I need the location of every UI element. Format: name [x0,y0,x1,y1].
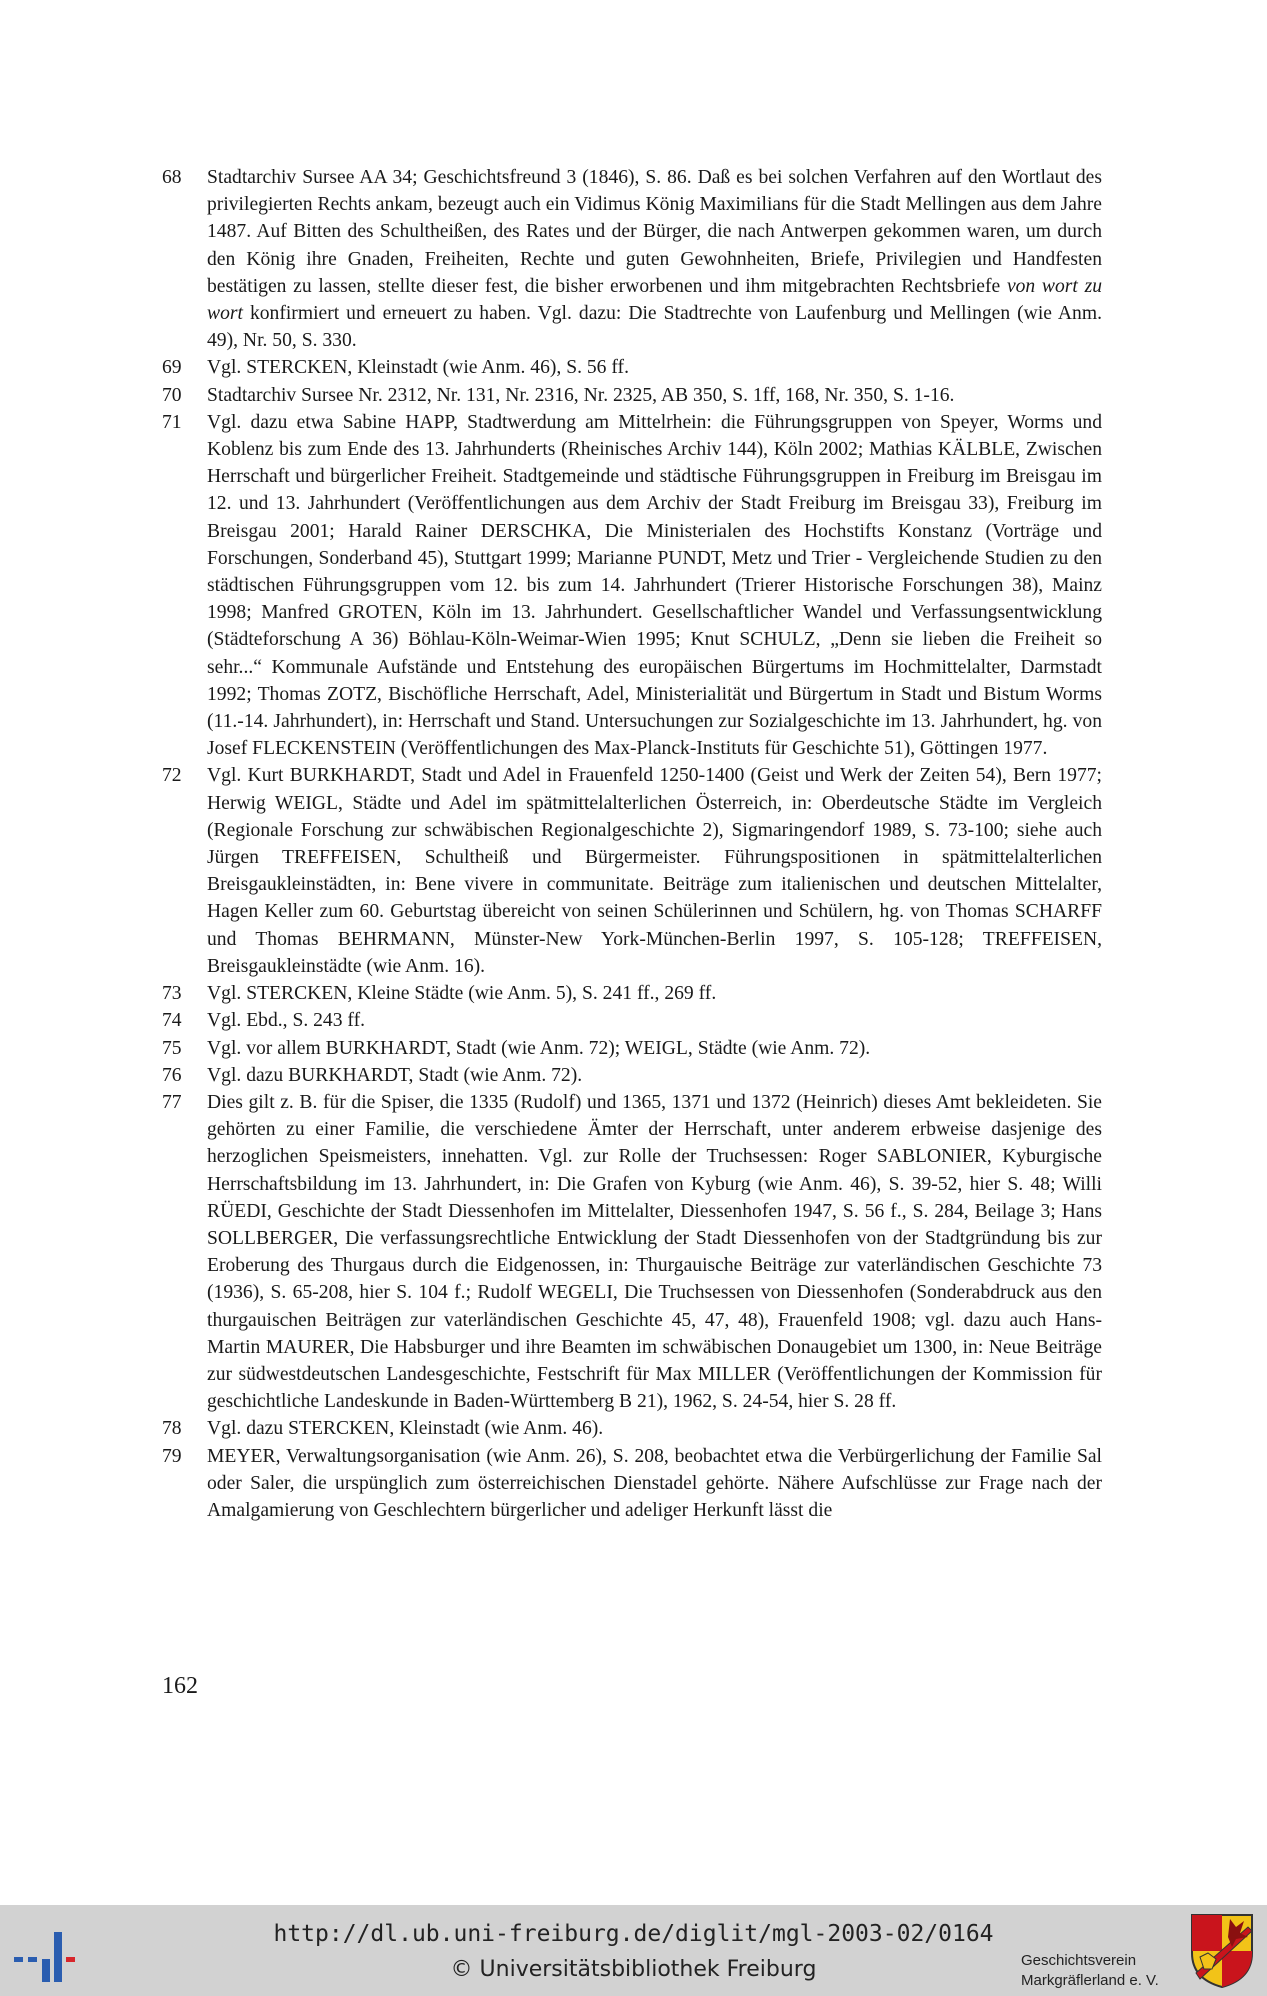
footnote-text: MEYER, Verwaltungsorganisation (wie Anm. 26), S. 208, beobachtet etwa die Verbürgerlichung der Familie Sal oder Saler, die urspünglich zum österreichischen Dienstadel gehörte. Nähere Aufschlüsse zur Frage nach der Amalgamierung von Geschlechtern bürgerlicher und adeliger Herkunft lässt die [207,1445,1102,1521]
coat-of-arms-icon[interactable] [1190,1913,1254,1989]
footnote-number: 70 [162,384,182,406]
footnote-70 [162,382,1102,409]
footnote-78 [162,1415,1102,1442]
footnote-number: 73 [162,983,182,1005]
footnotes [162,164,1102,1524]
society-name-line1: Geschichtsverein [1021,1952,1137,1969]
footnote-text: Vgl. Kurt BURKHARDT, Stadt und Adel in Frauenfeld 1250-1400 (Geist und Werk der Zeiten 54), Bern 1977; Herwig WEIGL, Städte und Adel im spätmittelalterlichen Österreich, in: Oberdeutsche Städte im Vergleich (Regionale Forschung zur schwäbischen Regionalgeschichte 2), Sigmaringendorf 1989, S. 73-100; siehe auch Jürgen TREFFEISEN, Schultheiß und Bürgermeister. Führungspositionen in spätmittelalterlichen Breisgaukleinstädten, in: Bene vivere in communitate. Beiträge zum italienischen und deutschen Mittelalter, Hagen Keller zum 60. Geburtstag übereicht von seinen Schülerinnen und Schülern, hg. von Thomas SCHARFF und Thomas BEHRMANN, Münster-New York-München-Berlin 1997, S. 105-128; TREFFEISEN, Breisgaukleinstädte (wie Anm. 16). [207,765,1102,977]
footnote-number: 77 [162,1091,182,1113]
footnote-number: 74 [162,1010,182,1032]
footnote-number: 71 [162,411,182,433]
footnote-text: Vgl. Ebd., S. 243 ff. [207,1010,366,1032]
footnote-text: Stadtarchiv Sursee Nr. 2312, Nr. 131, Nr. 2316, Nr. 2325, AB 350, S. 1ff, 168, Nr. 350, S. 1-16. [207,384,955,406]
footer-bar [0,1905,1267,1996]
footnote-number: 79 [162,1445,182,1467]
footnote-74 [162,1007,1102,1034]
footnote-text [207,164,1102,354]
permalink-url[interactable]: http://dl.ub.uni-freiburg.de/diglit/mgl-2003-02/0164 [273,1921,994,1947]
footnote-76 [162,1062,1102,1089]
footnote-72 [162,762,1102,980]
footnote-text-start: Stadtarchiv Sursee AA 34; Geschichtsfreund 3 (1846), S. 86. Daß es bei solchen Verfahren auf den Wortlaut des privilegierten Rechts ankam, bezeugt auch ein Vidimus König Maximilians für die Stadt Mellingen aus dem Jahre 1487. Auf Bitten des Schultheißen, des Rates und der Bürger, die nach Antwerpen gekommen waren, um durch den König ihre Gnaden, Freiheiten, Rechte und guten Gewohnheiten, Briefe, Privilegien und Handfesten bestätigen zu lassen, stellte dieser fest, die bisher erworbenen und ihm mitgebrachten Rechtsbriefe [207,167,1102,297]
footnote-79 [162,1443,1102,1525]
footnote-text: Vgl. STERCKEN, Kleine Städte (wie Anm. 5), S. 241 ff., 269 ff. [207,983,717,1005]
footnote-text: Vgl. dazu STERCKEN, Kleinstadt (wie Anm. 46). [207,1418,604,1440]
footnote-text-end: konfirmiert und erneuert zu haben. Vgl. dazu: Die Stadtrechte von Laufenburg und Mellingen (wie Anm. 49), Nr. 50, S. 330. [207,303,1102,352]
footnote-text: Vgl. dazu BURKHARDT, Stadt (wie Anm. 72). [207,1064,583,1086]
society-name [1021,1951,1159,1991]
society-name-line2: Markgräflerland e. V. [1021,1972,1159,1989]
footnote-text: Vgl. vor allem BURKHARDT, Stadt (wie Anm. 72); WEIGL, Städte (wie Anm. 72). [207,1037,871,1059]
footnote-italic-quote: von wort zu wort [207,275,1102,325]
footnote-text: Dies gilt z. B. für die Spiser, die 1335 (Rudolf) und 1365, 1371 und 1372 (Heinrich) dieses Amt bekleideten. Sie gehörten zu einer Familie, die verschiedene Ämter der Herrschaft, unter anderem erbweise dasjenige des herzoglichen Speismeisters, innehatten. Vgl. zur Rolle der Truchsessen: Roger SABLONIER, Kyburgische Herrschaftsbildung im 13. Jahrhundert, in: Die Grafen von Kyburg (wie Anm. 46), S. 39-52, hier S. 48; Willi RÜEDI, Geschichte der Stadt Diessenhofen im Mittelalter, Diessenhofen 1947, S. 56 f., S. 284, Beilage 3; Hans SOLLBERGER, Die verfassungsrechtliche Entwicklung der Stadt Diessenhofen von der Stadtgründung bis zur Eroberung des Thurgaus durch die Eidgenossen, in: Thurgauische Beiträge zur vaterländischen Geschichte 73 (1936), S. 65-208, hier S. 104 f.; Rudolf WEGELI, Die Truchsessen von Diessenhofen (Sonderabdruck aus den thurgauischen Beiträgen zur vaterländischen Geschichte 45, 47, 48), Frauenfeld 1908; vgl. dazu auch Hans-Martin MAURER, Die Habsburger und ihre Beamten im schwäbischen Donaugebiet um 1300, in: Neue Beiträge zur südwestdeutschen Landesgeschichte, Festschrift für Max MILLER (Veröffentlichungen der Kommission für geschichtliche Landeskunde in Baden-Württemberg B 21), 1962, S. 24-54, hier S. 28 ff. [207,1091,1102,1413]
footnote-number: 76 [162,1064,182,1086]
footnote-68 [162,164,1102,354]
copyright-notice: © Universitätsbibliothek Freiburg [450,1957,817,1982]
footnote-number: 78 [162,1418,182,1440]
footnote-75 [162,1035,1102,1062]
footnote-77 [162,1089,1102,1415]
footnote-number: 68 [162,167,182,188]
footnote-text: Vgl. STERCKEN, Kleinstadt (wie Anm. 46), S. 56 ff. [207,357,629,379]
footnote-73 [162,980,1102,1007]
footnote-text: Vgl. dazu etwa Sabine HAPP, Stadtwerdung am Mittelrhein: die Führungsgruppen von Speyer, Worms und Koblenz bis zum Ende des 13. Jahrhunderts (Rheinisches Archiv 144), Köln 2002; Mathias KÄLBLE, Zwischen Herrschaft und bürgerlicher Freiheit. Stadtgemeinde und städtische Führungsgruppen in Freiburg im Breisgau im 12. und 13. Jahrhundert (Veröffentlichungen aus dem Archiv der Stadt Freiburg im Breisgau 33), Freiburg im Breisgau 2001; Harald Rainer DERSCHKA, Die Ministerialen des Hochstifts Konstanz (Vorträge und Forschungen, Sonderband 45), Stuttgart 1999; Marianne PUNDT, Metz und Trier - Vergleichende Studien zu den städtischen Führungsgruppen vom 12. bis zum 14. Jahrhundert (Trierer Historische Forschungen 38), Mainz 1998; Manfred GROTEN, Köln im 13. Jahrhundert. Gesellschaftlicher Wandel und Verfassungsentwicklung (Städteforschung A 36) Böhlau-Köln-Weimar-Wien 1995; Knut SCHULZ, „Denn sie lieben die Freiheit so sehr...“ Kommunale Aufstände und Entstehung des europäischen Bürgertums im Hochmittelalter, Darmstadt 1992; Thomas ZOTZ, Bischöfliche Herrschaft, Adel, Ministerialität und Bürgertum in Stadt und Bistum Worms (11.-14. Jahrhundert), in: Herrschaft und Stand. Untersuchungen zur Sozialgeschichte im 13. Jahrhundert, hg. von Josef FLECKENSTEIN (Veröffentlichungen des Max-Planck-Instituts für Geschichte 51), Göttingen 1977. [207,411,1102,760]
footnote-number: 69 [162,357,182,379]
page-number: 162 [162,1673,198,1699]
footnote-69 [162,354,1102,381]
footnote-number: 75 [162,1037,182,1059]
footnote-number: 72 [162,765,182,787]
footnote-71 [162,409,1102,763]
